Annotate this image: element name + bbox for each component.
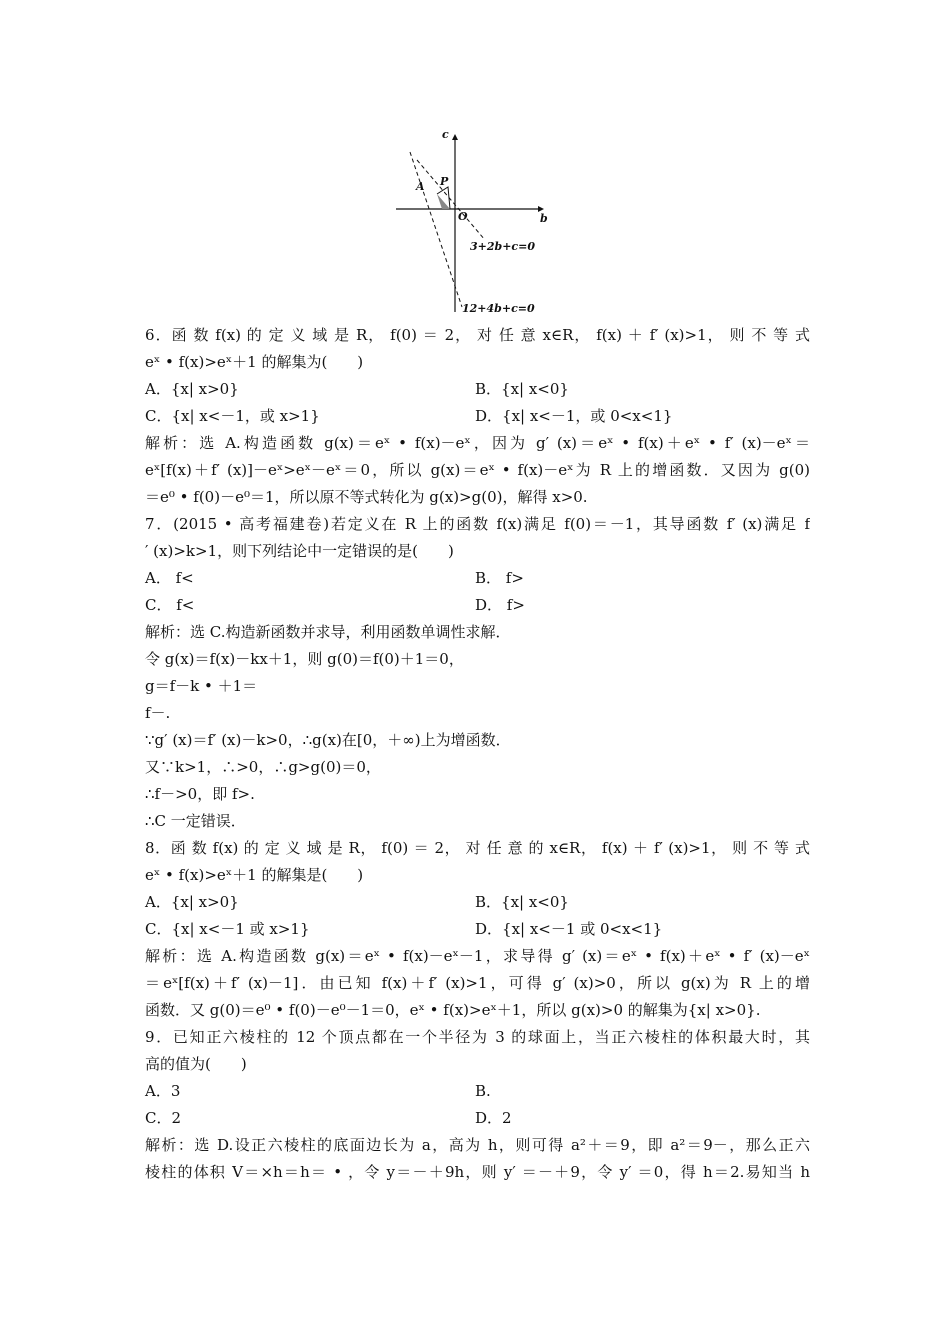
- text-line: 高的值为( ): [145, 1055, 247, 1073]
- text-line: ＝e⁰ • f(0)－e⁰＝1，所以原不等式转化为 g(x)>g(0)，解得 x>0.: [145, 488, 588, 506]
- text-line: ′ (x)>k>1，则下列结论中一定错误的是( ): [145, 542, 454, 560]
- option-row: [145, 403, 810, 430]
- option-c: C．{x| x<－1，或 x>1}: [145, 407, 320, 425]
- label-o: O: [458, 210, 468, 223]
- coordinate-plot: [390, 122, 570, 322]
- option-a: A．{x| x>0}: [145, 380, 239, 398]
- option-b: B．{x| x<0}: [475, 380, 569, 398]
- text-line: 解析：选 C.构造新函数并求导，利用函数单调性求解．: [145, 623, 511, 641]
- text-line: 8．函 数 f(x) 的 定 义 域 是 R， f(0) ＝ 2， 对 任 意 的 x∈R， f(x) ＋ f′ (x)>1， 则 不 等 式: [145, 839, 810, 857]
- label-b: b: [540, 212, 548, 225]
- text-line: f－.: [145, 704, 171, 722]
- text-line: 解析：选 D.设正六棱柱的底面边长为 a，高为 h，则可得 a²＋＝9，即 a²＝9－，那么正六: [145, 1136, 810, 1154]
- label-c: c: [442, 128, 449, 141]
- option-row: [145, 1105, 810, 1132]
- option-b: B.: [475, 1082, 491, 1100]
- option-c: C． f<: [145, 596, 195, 614]
- text-line: ＝eˣ[f(x)＋f′ (x)－1]．由已知 f(x)＋f′ (x)>1，可得 g′ (x)>0，所以 g(x)为 R 上的增: [145, 974, 810, 992]
- option-a: A．{x| x>0}: [145, 893, 239, 911]
- option-row: [145, 592, 810, 619]
- option-row: [145, 916, 810, 943]
- line-12-4b-c: [410, 152, 462, 307]
- text-line: eˣ[f(x)＋f′ (x)]－eˣ>eˣ－eˣ＝0，所以 g(x)＝eˣ • f(x)－eˣ为 R 上的增函数．又因为 g(0): [145, 461, 810, 479]
- option-row: [145, 889, 810, 916]
- linear-region-figure: [390, 122, 570, 322]
- document-body: [145, 322, 810, 1186]
- text-line: 函数．又 g(0)＝e⁰ • f(0)－e⁰－1＝0，eˣ • f(x)>eˣ＋1，所以 g(x)>0 的解集为{x| x>0}.: [145, 1001, 761, 1019]
- label-line1: 3+2b+c=0: [470, 240, 536, 253]
- option-row: [145, 376, 810, 403]
- option-b: B．{x| x<0}: [475, 893, 569, 911]
- text-line: eˣ • f(x)>eˣ＋1 的解集为( ): [145, 353, 364, 371]
- text-line: ∵g′ (x)＝f′ (x)－k>0，∴g(x)在[0，＋∞)上为增函数．: [145, 731, 511, 749]
- text-line: ∴C 一定错误．: [145, 812, 246, 830]
- option-a: A． f<: [145, 569, 194, 587]
- text-line: ∴f－>0，即 f>.: [145, 785, 255, 803]
- option-d: D． f>: [475, 596, 525, 614]
- text-line: 又∵k>1，∴>0，∴g>g(0)＝0，: [145, 758, 381, 776]
- option-d: D．2: [475, 1109, 512, 1127]
- option-c: C．{x| x<－1 或 x>1}: [145, 920, 310, 938]
- option-c: C．2: [145, 1109, 182, 1127]
- text-line: 7．(2015 • 高考福建卷)若定义在 R 上的函数 f(x)满足 f(0)＝－1，其导函数 f′ (x)满足 f: [145, 515, 810, 533]
- option-b: B． f>: [475, 569, 524, 587]
- option-d: D．{x| x<－1 或 0<x<1}: [475, 920, 663, 938]
- text-line: 解析：选 A.构造函数 g(x)＝eˣ • f(x)－eˣ－1，求导得 g′ (x)＝eˣ • f(x)＋eˣ • f′ (x)－eˣ: [145, 947, 810, 965]
- option-row: [145, 565, 810, 592]
- text-line: 9．已知正六棱柱的 12 个顶点都在一个半径为 3 的球面上，当正六棱柱的体积最大时，其: [145, 1028, 810, 1046]
- text-line: eˣ • f(x)>eˣ＋1 的解集是( ): [145, 866, 364, 884]
- c-axis-arrow: [452, 134, 458, 140]
- text-line: g＝f－k • ＋1＝: [145, 677, 258, 695]
- option-row: [145, 1078, 810, 1105]
- label-a: A: [416, 180, 425, 193]
- option-d: D．{x| x<－1，或 0<x<1}: [475, 407, 673, 425]
- text-line: 解析：选 A.构造函数 g(x)＝eˣ • f(x)－eˣ，因为 g′ (x)＝eˣ • f(x)＋eˣ • f′ (x)－eˣ＝: [145, 434, 810, 452]
- feasible-region: [437, 194, 450, 209]
- option-a: A．3: [145, 1082, 181, 1100]
- label-line2: 12+4b+c=0: [462, 302, 535, 315]
- text-line: 令 g(x)＝f(x)－kx＋1，则 g(0)＝f(0)＋1＝0，: [145, 650, 464, 668]
- text-line: 棱柱的体积 V＝×h＝h＝ • ，令 y＝－＋9h，则 y′ ＝－＋9，令 y′ ＝0，得 h＝2.易知当 h: [145, 1163, 810, 1181]
- label-p: P: [440, 175, 449, 188]
- line-3-2b-c: [417, 160, 485, 240]
- text-line: 6．函 数 f(x) 的 定 义 域 是 R， f(0) ＝ 2， 对 任 意 x∈R， f(x) ＋ f′ (x)>1， 则 不 等 式: [145, 326, 810, 344]
